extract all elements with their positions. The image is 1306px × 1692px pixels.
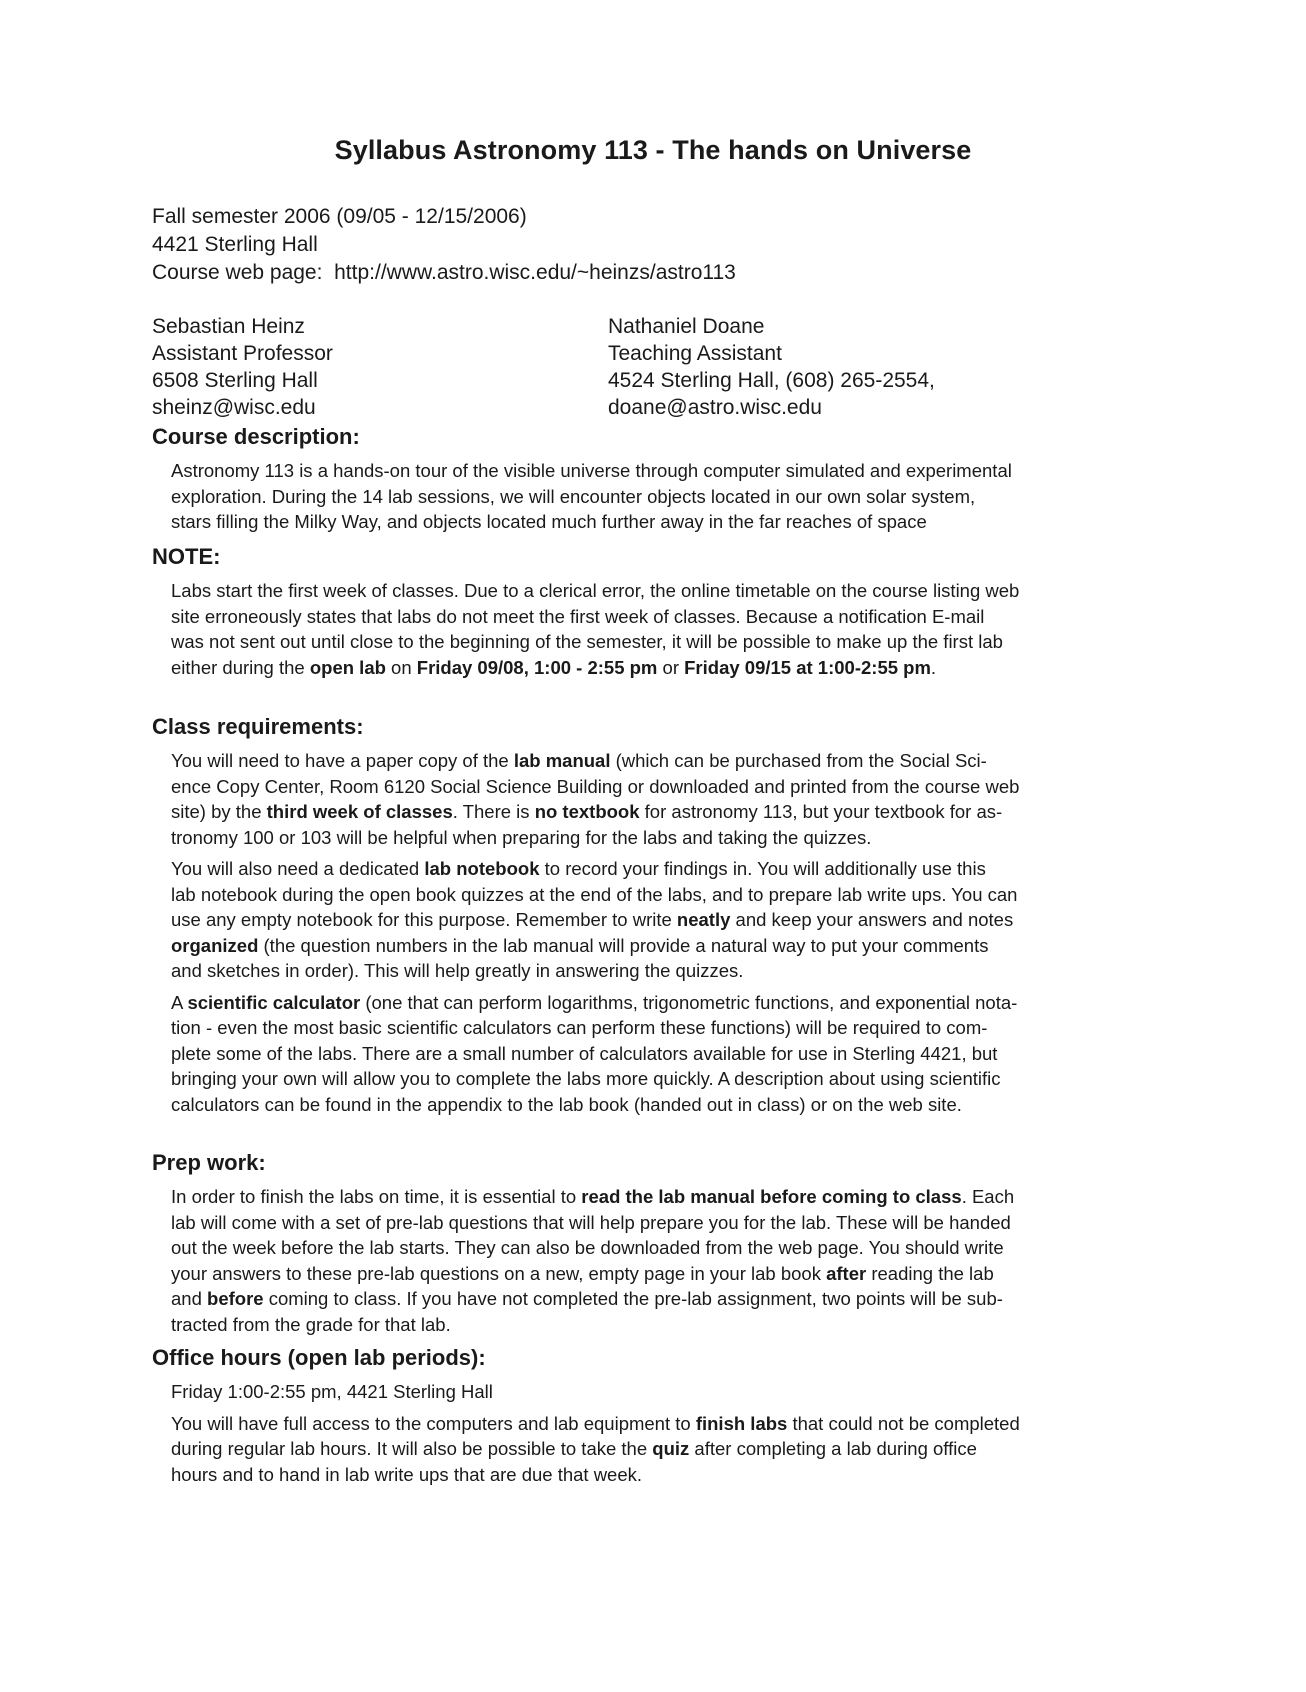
page-title: Syllabus Astronomy 113 - The hands on Universe <box>334 135 972 165</box>
web-url-link[interactable]: http://www.astro.wisc.edu/~heinzs/astro113 <box>334 261 736 284</box>
text-line: In order to finish the labs on time, it is essential to read the lab manual before coming to class. Each <box>171 1186 1015 1207</box>
text-line: stars filling the Milky Way, and objects located much further away in the far reaches of space <box>171 511 927 532</box>
bold-text: quiz <box>652 1438 690 1459</box>
office-hours-paragraph <box>171 1411 1142 1488</box>
text-line: Astronomy 113 is a hands-on tour of the visible universe through computer simulated and experimental <box>171 460 1012 481</box>
text-line: Friday 1:00-2:55 pm, 4421 Sterling Hall <box>171 1381 493 1402</box>
text-line: bringing your own will allow you to complete the labs more quickly. A description about using scientific <box>171 1068 1001 1089</box>
prep-work-section <box>152 1150 1142 1343</box>
section-heading: Prep work: <box>152 1150 266 1175</box>
semester-dates: Fall semester 2006 (09/05 - 12/15/2006) <box>152 205 527 228</box>
bold-text: neatly <box>676 909 731 930</box>
bold-text: lab notebook <box>424 858 540 879</box>
text-line: Labs start the first week of classes. Due to a clerical error, the online timetable on the course listing web <box>171 580 1020 601</box>
text-line: A scientific calculator (one that can perform logarithms, trigonometric functions, and exponential nota- <box>171 991 1018 1013</box>
instructor-office: 6508 Sterling Hall <box>152 369 318 392</box>
bold-text: organized <box>171 934 259 956</box>
instructor-email[interactable]: sheinz@wisc.edu <box>152 396 316 419</box>
text-line: ence Copy Center, Room 6120 Social Science Building or downloaded and printed from the course web <box>171 775 1020 797</box>
text-line: site) by the third week of classes. There is no textbook for astronomy 113, but your textbook for as- <box>171 801 1003 822</box>
text-line: exploration. During the 14 lab sessions, we will encounter objects located in our own solar system, <box>171 485 976 507</box>
text-line: was not sent out until close to the beginning of the semester, it will be possible to make up the first lab <box>171 631 1003 652</box>
bold-text: lab manual <box>513 750 611 771</box>
bold-text: Friday 09/15 at 1:00-2:55 pm <box>684 656 931 678</box>
bold-text: finish labs <box>695 1412 788 1434</box>
ta-email[interactable]: doane@astro.wisc.edu <box>608 396 822 419</box>
bold-text: read the lab manual before coming to class <box>581 1186 962 1207</box>
ta-name: Nathaniel Doane <box>608 315 765 338</box>
text-line: use any empty notebook for this purpose. Remember to write neatly and keep your answers and notes <box>171 909 1014 930</box>
prep-paragraph <box>171 1184 1142 1337</box>
text-line: either during the open lab on Friday 09/08, 1:00 - 2:55 pm or Friday 09/15 at 1:00-2:55 pm. <box>171 656 937 678</box>
text-line: tion - even the most basic scientific calculators can perform these functions) will be required to com- <box>171 1017 988 1038</box>
text-line: during regular lab hours. It will also be possible to take the quiz after completing a lab during office <box>171 1438 977 1459</box>
text-line: lab notebook during the open book quizzes at the end of the labs, and to prepare lab write ups. You can <box>171 883 1018 905</box>
text-line: and sketches in order). This will help greatly in answering the quizzes. <box>171 960 744 981</box>
course-description-section <box>152 424 1142 541</box>
text-line: You will have full access to the computers and lab equipment to finish labs that could not be completed <box>171 1412 1020 1434</box>
course-meta <box>152 203 736 287</box>
note-section <box>152 544 1142 686</box>
office-hours-time <box>171 1379 1142 1405</box>
text-line: out the week before the lab starts. They can also be downloaded from the web page. You should write <box>171 1237 1004 1258</box>
text-line: You will also need a dedicated lab notebook to record your findings in. You will additionally use this <box>171 858 986 879</box>
section-heading: Course description: <box>152 424 360 449</box>
section-heading: Office hours (open lab periods): <box>152 1345 486 1370</box>
text-line: tronomy 100 or 103 will be helpful when preparing for the labs and taking the quizzes. <box>171 826 872 848</box>
bold-text: open lab <box>309 656 386 678</box>
bold-text: after <box>826 1262 867 1284</box>
requirements-paragraph-2 <box>171 856 1142 984</box>
course-web-page <box>152 259 736 287</box>
text-line: organized (the question numbers in the lab manual will provide a natural way to put your comments <box>171 934 989 956</box>
bold-text: Friday 09/08, 1:00 - 2:55 pm <box>416 656 658 678</box>
office-hours-section <box>152 1345 1142 1493</box>
text-line: site erroneously states that labs do not meet the first week of classes. Because a notification E-mail <box>171 605 985 627</box>
instructor-role: Assistant Professor <box>152 342 333 365</box>
text-line: tracted from the grade for that lab. <box>171 1313 451 1335</box>
text-line: hours and to hand in lab write ups that are due that week. <box>171 1463 643 1485</box>
course-room: 4421 Sterling Hall <box>152 233 318 256</box>
requirements-paragraph-1 <box>171 748 1142 850</box>
ta-contact <box>608 313 935 421</box>
section-heading: NOTE: <box>152 544 221 569</box>
bold-text: no textbook <box>534 801 640 822</box>
section-heading: Class requirements: <box>152 714 364 739</box>
bold-text: scientific calculator <box>187 991 361 1013</box>
note-paragraph <box>171 578 1142 680</box>
ta-office: 4524 Sterling Hall, (608) 265-2554, <box>608 369 935 392</box>
web-label: Course web page: <box>152 261 323 284</box>
class-requirements-section <box>152 714 1142 1123</box>
text-line: plete some of the labs. There are a small number of calculators available for use in Sterling 4421, but <box>171 1042 998 1064</box>
text-line: your answers to these pre-lab questions on a new, empty page in your lab book after reading the lab <box>171 1262 994 1284</box>
description-paragraph <box>171 458 1142 535</box>
bold-text: before <box>207 1288 264 1309</box>
bold-text: third week of classes <box>266 801 453 822</box>
instructor-name: Sebastian Heinz <box>152 315 305 338</box>
text-line: and before coming to class. If you have not completed the pre-lab assignment, two points will be sub- <box>171 1288 1003 1309</box>
text-line: You will need to have a paper copy of the lab manual (which can be purchased from the Social Sci- <box>171 750 987 771</box>
ta-role: Teaching Assistant <box>608 342 782 365</box>
text-line: lab will come with a set of pre-lab questions that will help prepare you for the lab. These will be handed <box>171 1211 1011 1233</box>
instructor-contact <box>152 313 333 421</box>
text-line: calculators can be found in the appendix to the lab book (handed out in class) or on the web site. <box>171 1093 962 1115</box>
requirements-paragraph-3 <box>171 990 1142 1118</box>
